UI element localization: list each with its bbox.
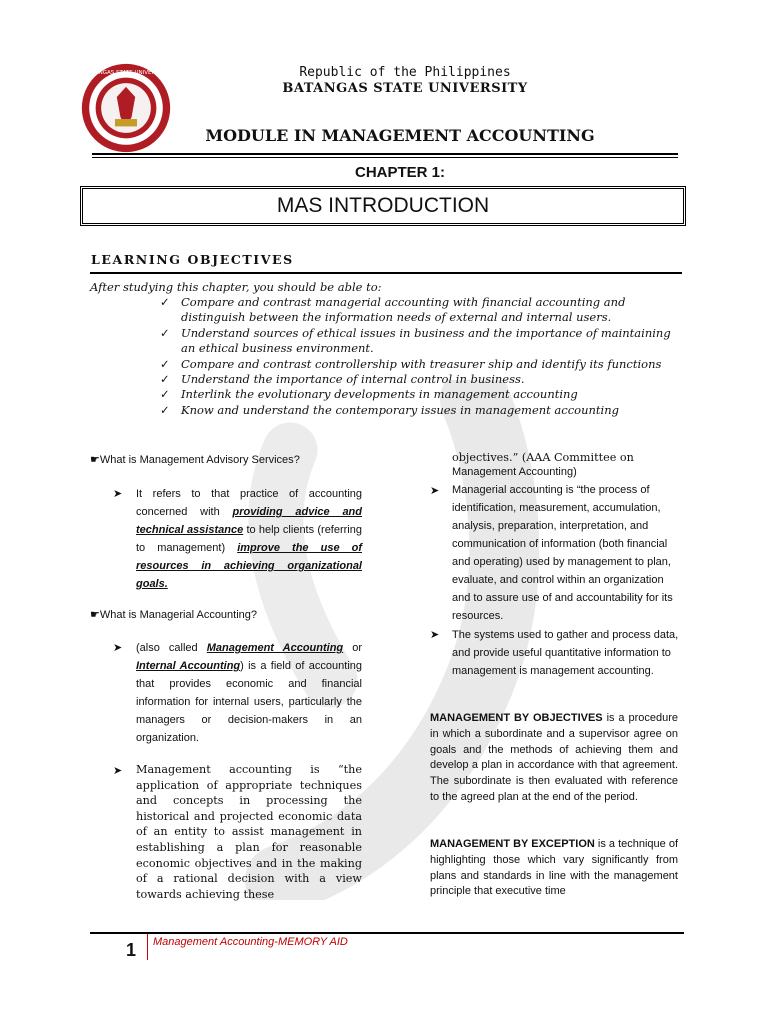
check-icon: ✓ xyxy=(160,387,170,402)
objective-item: ✓ Understand sources of ethical issues in business and the importance of maintaining an ethical business environment. xyxy=(160,325,671,356)
aaa-source: Management Accounting) xyxy=(452,466,577,478)
objectives-divider xyxy=(90,272,682,274)
check-icon: ✓ xyxy=(160,356,170,371)
objective-item: ✓ Know and understand the contemporary issues in management accounting xyxy=(160,402,619,417)
answer-mas: It refers to that practice of accounting concerned with providing advice and technical assistance to help clients (referring to management) improve the use of resources in achieving organizational goals. xyxy=(136,488,363,590)
page-number: 1 xyxy=(126,940,137,960)
aaa-quote-continued: objectives.” (AAA Committee on xyxy=(452,451,634,464)
aaa-definition: Management accounting is “the application of appropriate techniques and concepts in processing the historical and projected economic data of an entity to assist management in establishing a plan for reasonable economic objectives and in the making of a rational decision with a view towards achieving these xyxy=(136,763,362,901)
objective-item: ✓ Compare and contrast controllership with treasurer ship and identify its functions xyxy=(160,356,662,371)
arrow-bullet-icon: ➤ xyxy=(113,487,123,500)
check-icon: ✓ xyxy=(160,372,170,387)
footer-separator xyxy=(147,934,148,960)
objective-item: ✓ Understand the importance of internal control in business. xyxy=(160,372,525,387)
managerial-accounting-definition: Managerial accounting is “the process of identification, measurement, accumulation, analysis, preparation, interpretation, and communication of information (both financial and operating) used by management to plan, evaluate, and control within an organization and to assure use of and accountability for its resources. xyxy=(452,484,673,622)
mbo-paragraph: MANAGEMENT BY OBJECTIVES is a procedure in which a subordinate and a supervisor agree on goals and the methods of achieving them and develop a plan in accordance with that agreement. The subordinate is then evaluated with reference to the agreed plan at the end of the period. xyxy=(430,712,678,803)
systems-definition: The systems used to gather and process data, and provide useful quantitative information to management is management accounting. xyxy=(452,629,679,677)
republic-line: Republic of the Philippines xyxy=(299,65,511,80)
check-icon: ✓ xyxy=(160,295,170,309)
answer-managerial-accounting: (also called Management Accounting or Internal Accounting) is a field of accounting that provides economic and financial information for internal users, particularly the managers or decision-makers in an organization. xyxy=(136,642,362,744)
mbe-paragraph: MANAGEMENT BY EXCEPTION is a technique of highlighting those which vary significantly from plans and standards in line with the management principle that executive time xyxy=(430,838,679,898)
arrow-bullet-icon: ➤ xyxy=(113,641,123,654)
pointing-hand-icon: ☛ xyxy=(90,609,100,621)
objectives-intro: After studying this chapter, you should be able to: xyxy=(90,280,382,294)
chapter-title-box xyxy=(80,186,686,226)
footer-divider xyxy=(90,932,684,934)
module-title: MODULE IN MANAGEMENT ACCOUNTING xyxy=(205,126,595,145)
check-icon: ✓ xyxy=(160,402,170,417)
footer-title: Management Accounting-MEMORY AID xyxy=(153,936,348,948)
seal-text: BATANGAS STATE UNIVERSITY xyxy=(84,69,168,76)
question-mas: ☛What is Management Advisory Services? xyxy=(90,454,300,466)
arrow-bullet-icon: ➤ xyxy=(430,628,440,641)
chapter-title: MAS INTRODUCTION xyxy=(276,194,490,217)
objective-item: ✓ Compare and contrast managerial accounting with financial accounting and distinguish between the information needs of external and internal users. xyxy=(160,295,626,325)
objectives-list xyxy=(160,295,680,418)
check-icon: ✓ xyxy=(160,325,170,340)
university-name: BATANGAS STATE UNIVERSITY xyxy=(282,81,528,96)
arrow-bullet-icon: ➤ xyxy=(113,764,123,777)
objective-item: ✓ Interlink the evolutionary developments in management accounting xyxy=(160,387,578,402)
chapter-label: CHAPTER 1: xyxy=(354,164,445,181)
header-divider-thin xyxy=(92,157,678,158)
question-managerial-accounting: ☛What is Managerial Accounting? xyxy=(90,609,258,621)
header-divider xyxy=(92,153,678,155)
learning-objectives-heading: LEARNING OBJECTIVES xyxy=(91,252,294,267)
pointing-hand-icon: ☛ xyxy=(90,454,100,466)
arrow-bullet-icon: ➤ xyxy=(430,484,440,497)
